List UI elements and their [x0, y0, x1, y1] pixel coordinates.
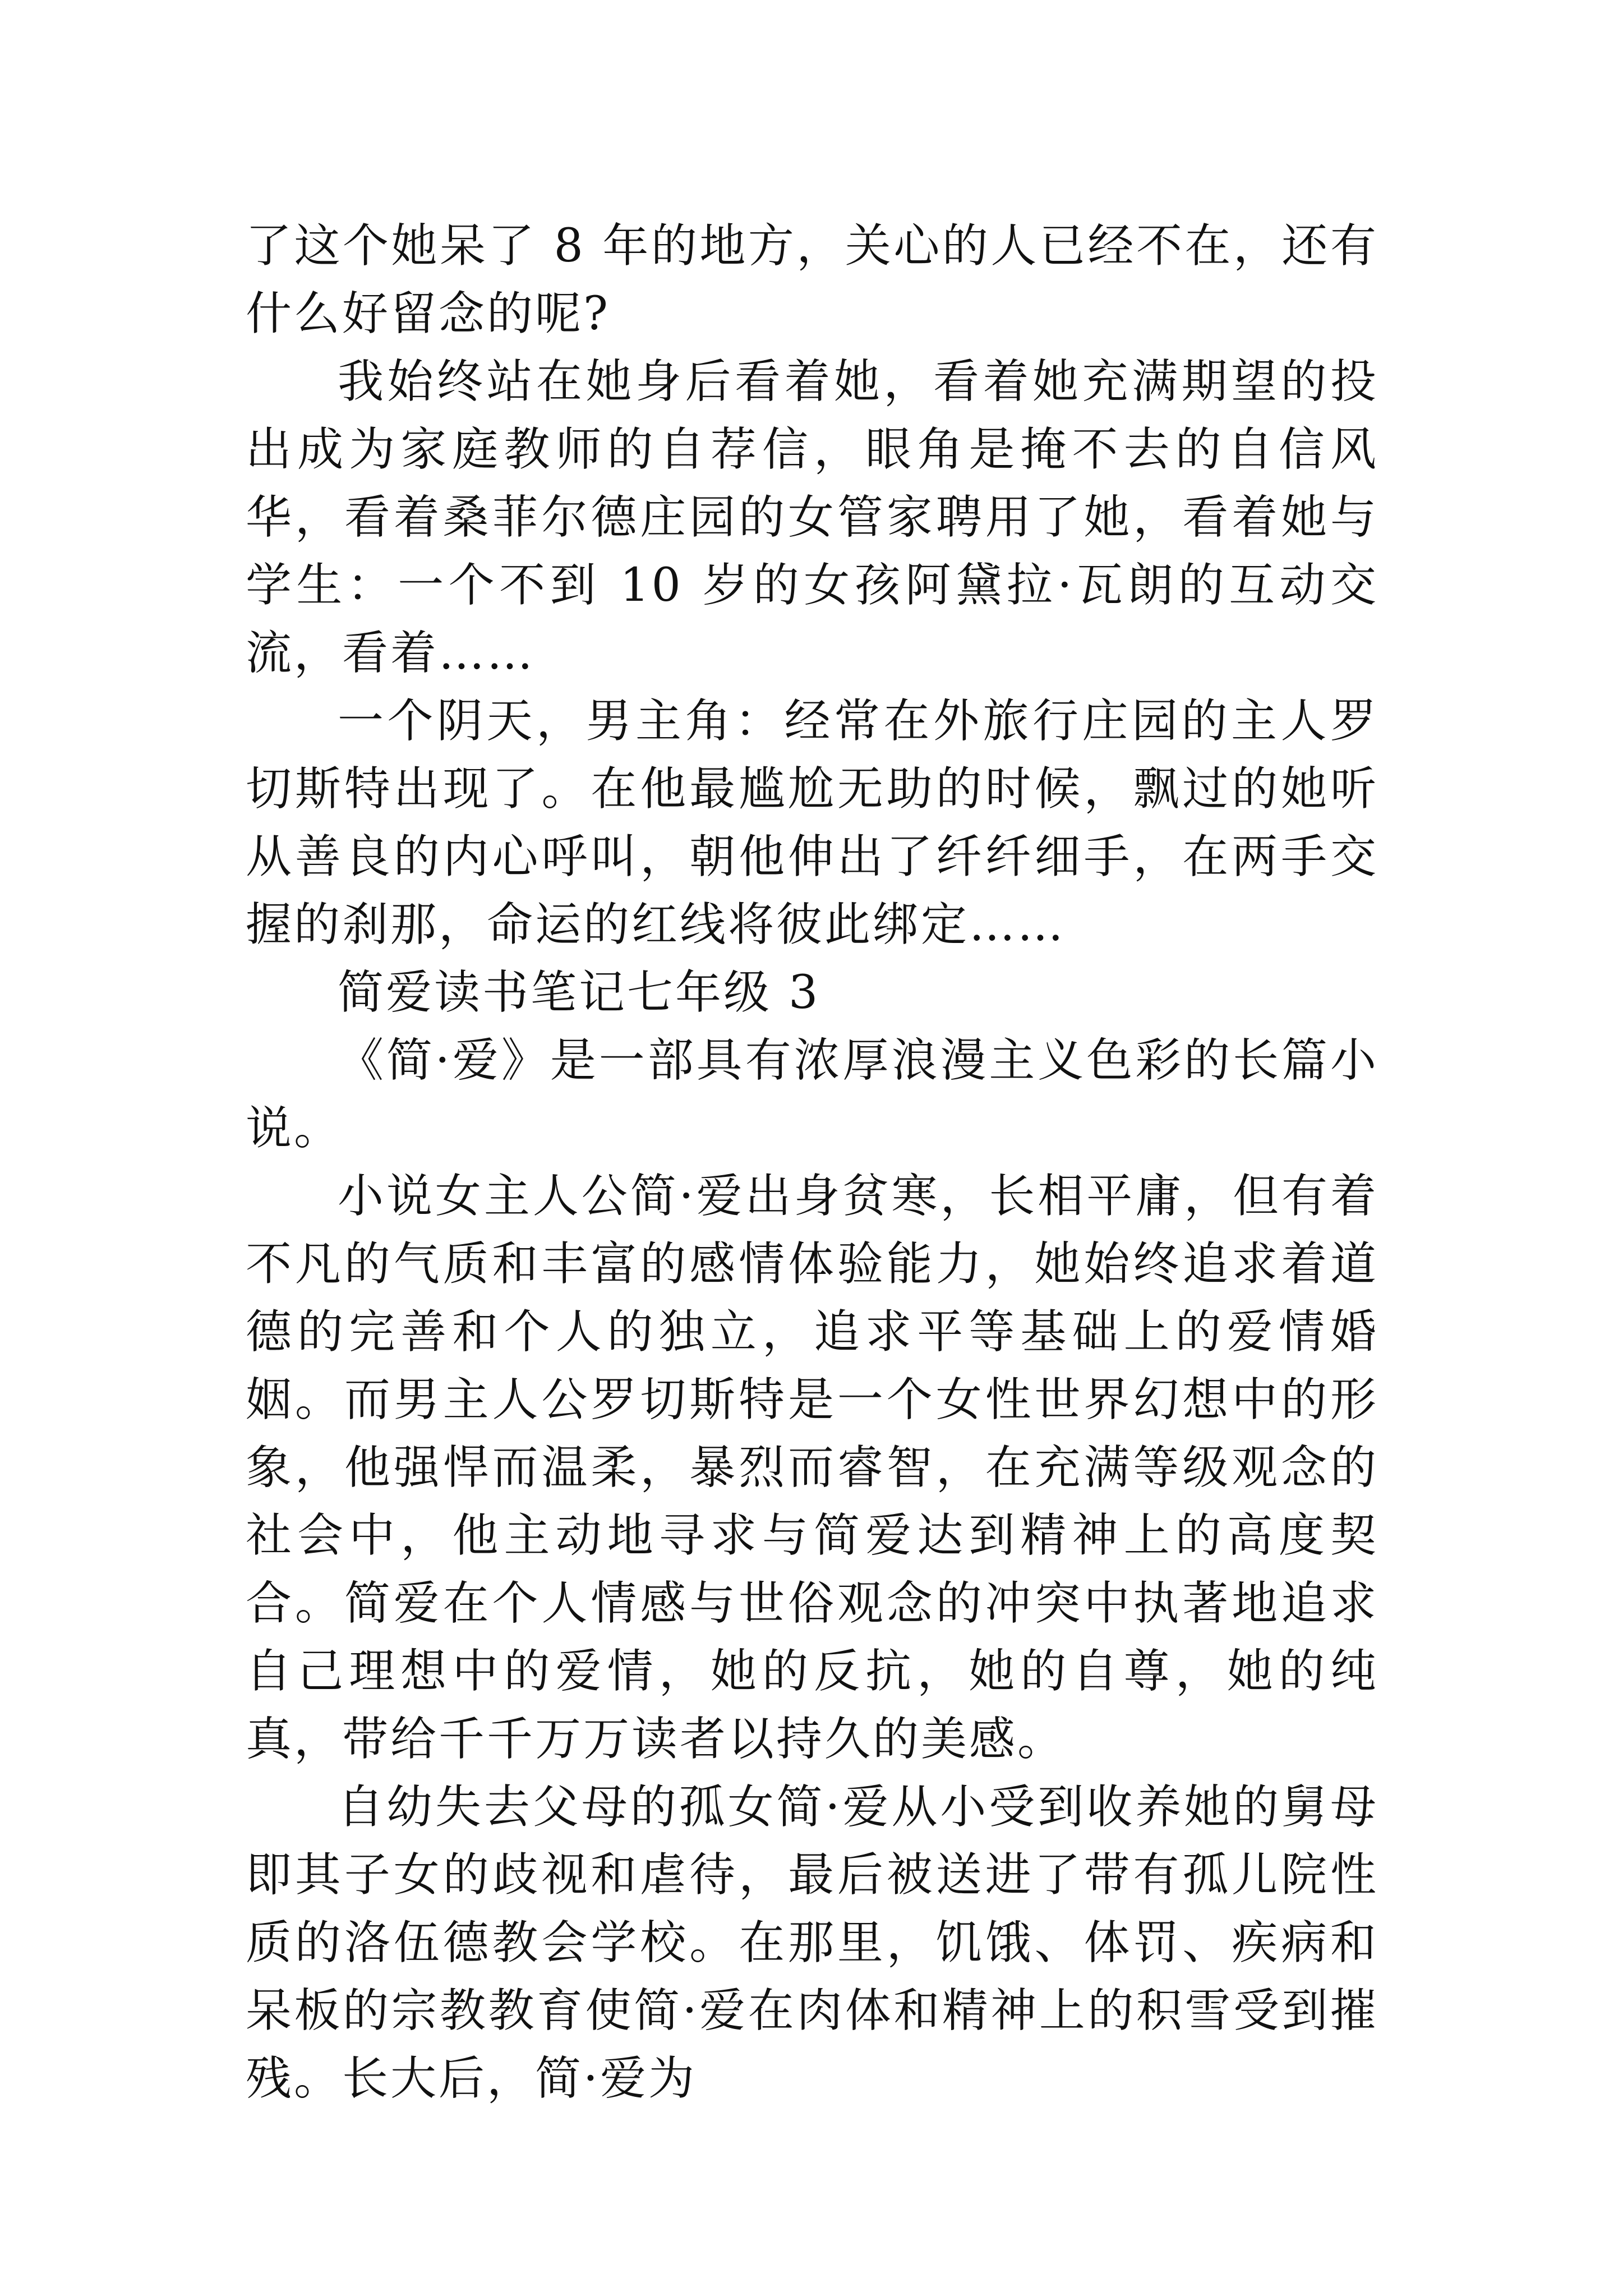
paragraph-1: 了这个她呆了 8 年的地方，关心的人已经不在，还有什么好留念的呢? [246, 219, 1378, 341]
document-body [246, 212, 1378, 2113]
paragraph-7: 自幼失去父母的孤女简·爱从小受到收养她的舅母即其子女的歧视和虐待，最后被送进了带有孤儿院性质的洛伍德教会学校。在那里，饥饿、体罚、疾病和呆板的宗教教育使简·爱在肉体和精神上的积雪受到摧残。长大后，简·爱为 [246, 1780, 1378, 2105]
paragraph-3: 一个阴天，男主角：经常在外旅行庄园的主人罗切斯特出现了。在他最尴尬无助的时候，飘过的她听从善良的内心呼叫，朝他伸出了纤纤细手，在两手交握的刹那，命运的红线将彼此绑定…… [246, 694, 1378, 951]
paragraph-6: 小说女主人公简·爱出身贫寒，长相平庸，但有着不凡的气质和丰富的感情体验能力，她始终追求着道德的完善和个人的独立，追求平等基础上的爱情婚姻。而男主人公罗切斯特是一个女性世界幻想中的形象，他强悍而温柔，暴烈而睿智，在充满等级观念的社会中，他主动地寻求与简爱达到精神上的高度契合。简爱在个人情感与世俗观念的冲突中执著地追求自己理想中的爱情，她的反抗，她的自尊，她的纯真，带给千千万万读者以持久的美感。 [246, 1170, 1378, 1766]
paragraph-2: 我始终站在她身后看着她，看着她充满期望的投出成为家庭教师的自荐信，眼角是掩不去的自信风华，看着桑菲尔德庄园的女管家聘用了她，看着她与学生：一个不到 10 岁的女孩阿黛拉·瓦朗的互动交流，看着…… [246, 355, 1378, 680]
paragraph-5: 《简·爱》是一部具有浓厚浪漫主义色彩的长篇小说。 [246, 1034, 1378, 1155]
section-heading: 简爱读书笔记七年级 3 [338, 966, 820, 1019]
